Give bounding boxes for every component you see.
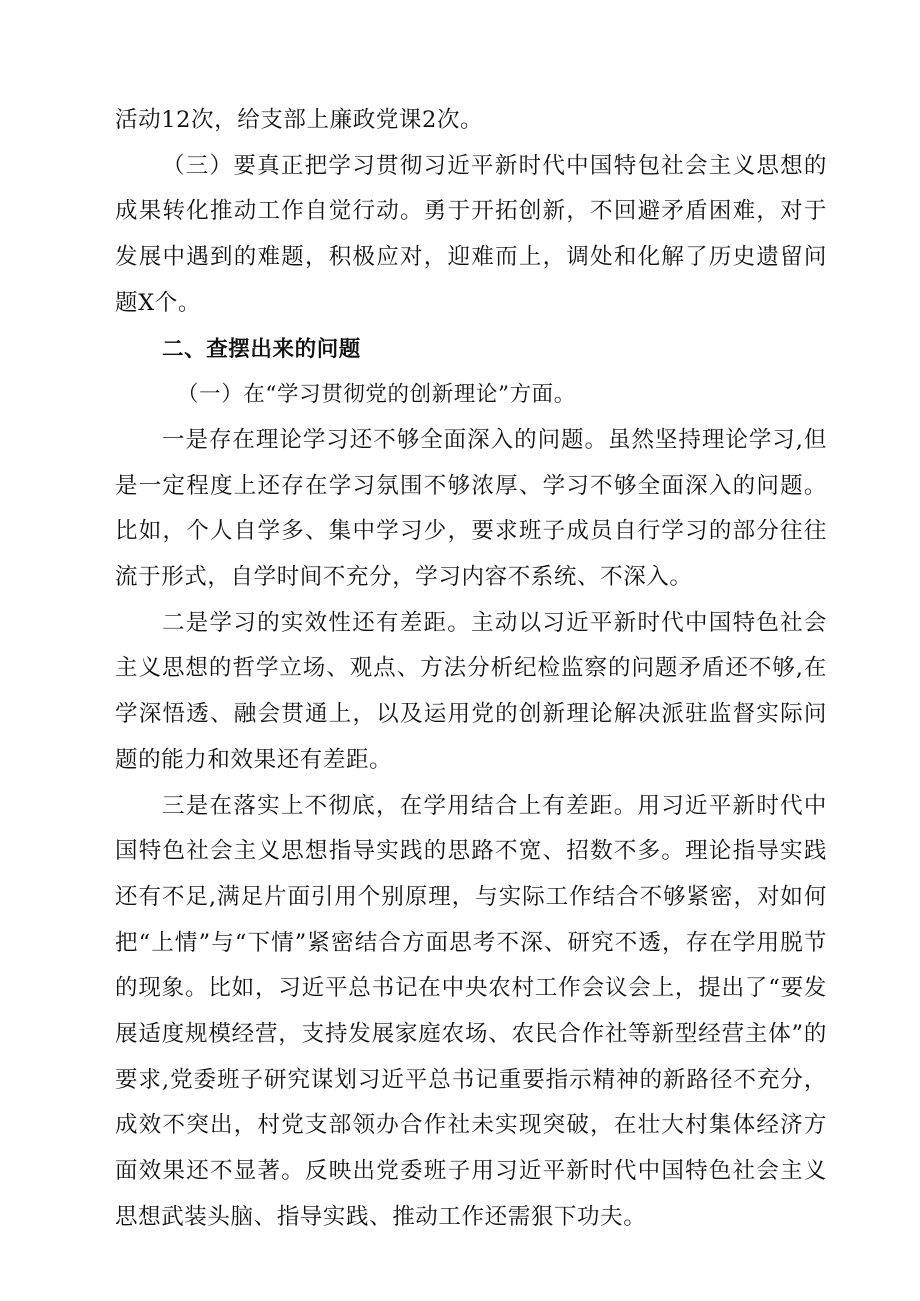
paragraph-problem-three: 三是在落实上不彻底，在学用结合上有差距。用习近平新时代中国特色社会主义思想指导实践的思路不宽、招数不多。理论指导实践还有不足,满足片面引用个别原理，与实际工作结合不够紧密，对如何把“上情”与“下情”紧密结合方面思考不深、研究不透，存在学用脱节的现象。比如，习近平总书记在中央农村工作会议会上，提出了“要发展适度规模经营，支持发展家庭农场、农民合作社等新型经营主体”的要求,党委班子研究谋划习近平总书记重要指示精神的新路径不充分，成效不突出，村党支部领办合作社未实现突破，在壮大村集体经济方面效果还不显著。反映出党委班子用习近平新时代中国特色社会主义思想武装头脑、指导实践、推动工作还需狠下功夫。 (115, 792, 827, 1230)
paragraph-section-three: （三）要真正把学习贯彻习近平新时代中国特包社会主义思想的成果转化推动工作自觉行动。勇于开拓创新，不回避矛盾困难，对于发展中遇到的难题，积极应对，迎难而上，调处和化解了历史遗留问题X个。 (115, 152, 827, 316)
subheading-theory-study: （一）在“学习贯彻党的创新理论”方面。 (177, 382, 576, 408)
paragraph-activity-count: 活动12次，给支部上廉政党课2次。 (115, 107, 484, 133)
document-body (115, 98, 827, 1241)
paragraph-problem-one: 一是存在理论学习还不够全面深入的问题。虽然坚持理论学习,但是一定程度上还存在学习氛围不够浓厚、学习不够全面深入的问题。比如，个人自学多、集中学习少，要求班子成员自行学习的部分往往流于形式，自学时间不充分，学习内容不系统、不深入。 (115, 426, 827, 591)
section-heading-problems: 二、查摆出来的问题 (162, 336, 361, 362)
paragraph-problem-two: 二是学习的实效性还有差距。主动以习近平新时代中国特色社会主义思想的哲学立场、观点、方法分析纪检监察的问题矛盾还不够,在学深悟透、融会贯通上，以及运用党的创新理论解决派驻监督实际问题的能力和效果还有差距。 (115, 609, 827, 773)
